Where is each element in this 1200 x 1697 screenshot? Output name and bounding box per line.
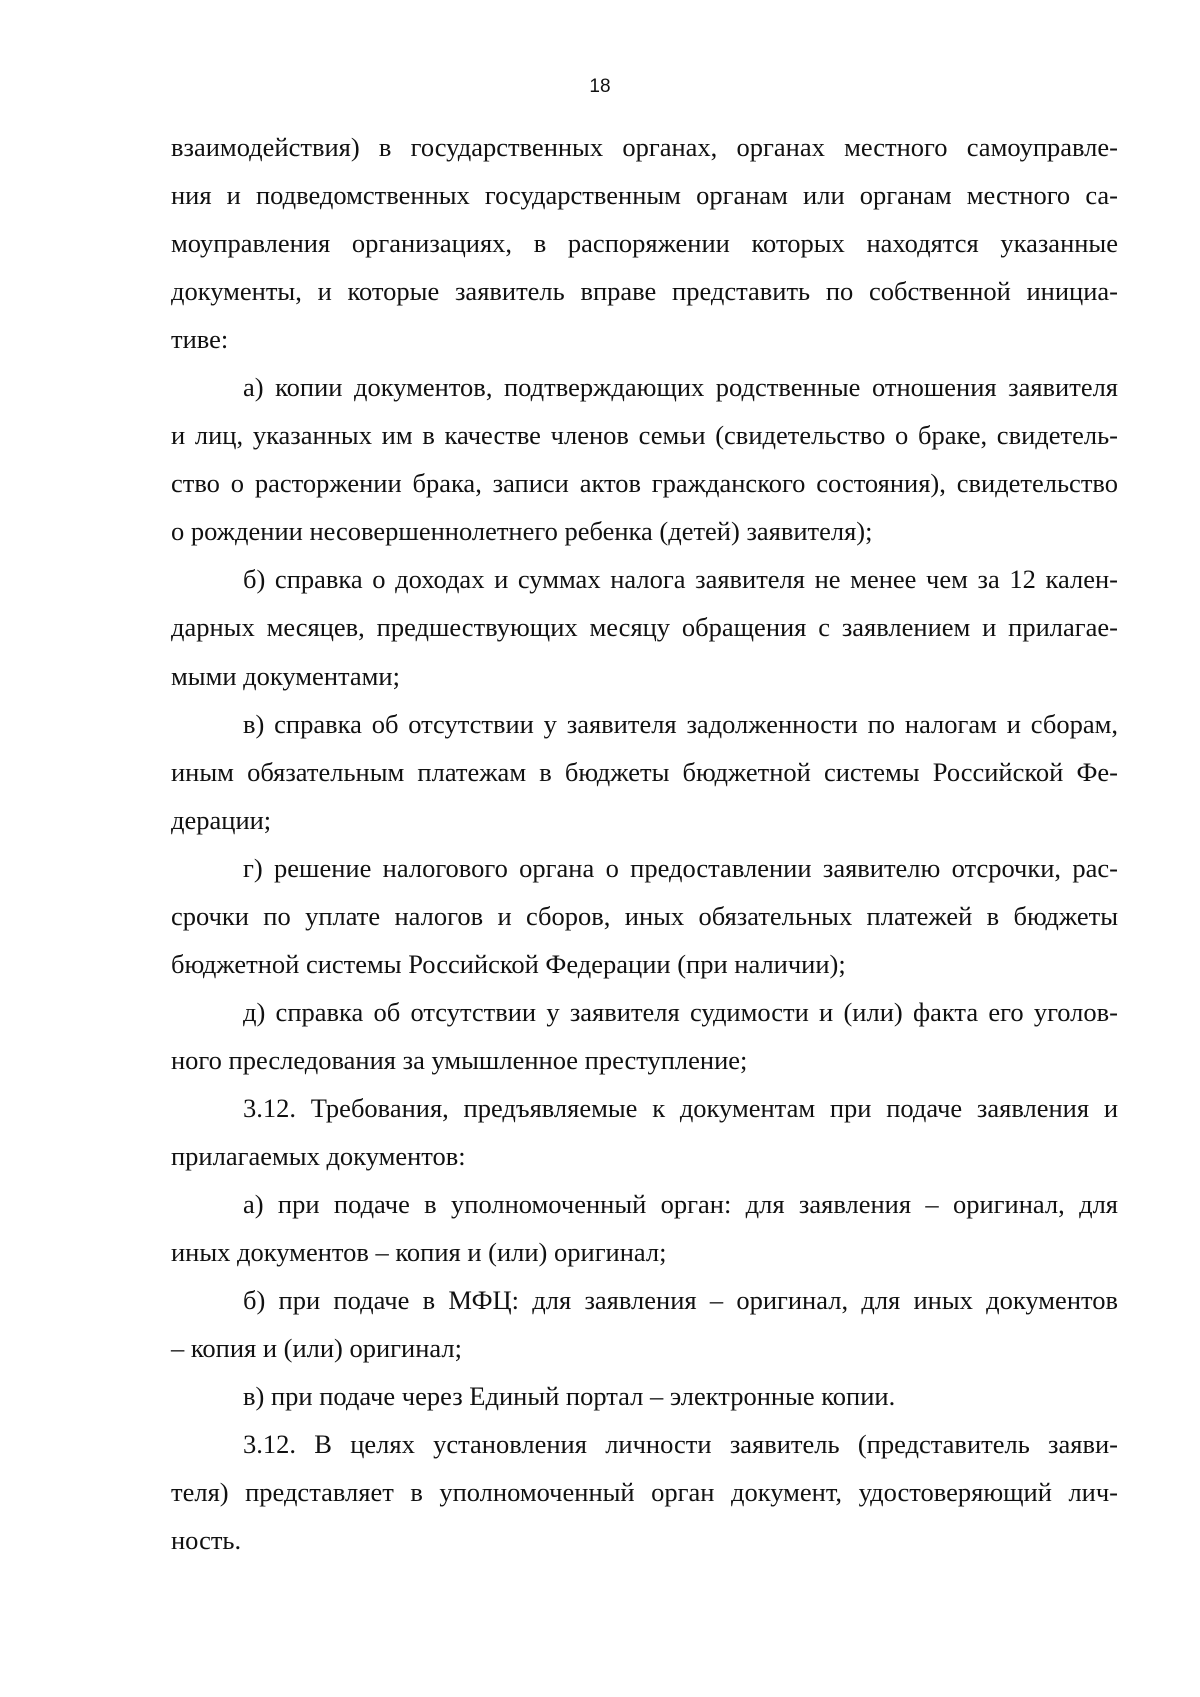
text-line: мыми документами; [171, 660, 400, 691]
text-line: взаимодействия) в государственных органах, органах местного самоуправле- [171, 132, 1118, 162]
text-line: документы, и которые заявитель вправе представить по собственной инициа- [171, 276, 1118, 307]
text-line: дерации; [171, 804, 272, 835]
text-line: дарных месяцев, предшествующих месяцу обращения с заявлением и прилагае- [171, 612, 1118, 643]
text-line: о рождении несовершеннолетнего ребенка (детей) заявителя); [171, 516, 873, 547]
text-line: 3.12. В целях установления личности заявитель (представитель заяви- [243, 1429, 1118, 1460]
text-line: в) справка об отсутствии у заявителя задолженности по налогам и сборам, [243, 708, 1118, 739]
text-line: теля) представляет в уполномоченный орган документ, удостоверяющий лич- [171, 1477, 1118, 1508]
body-text [171, 123, 1118, 1564]
text-line: д) справка об отсутствии у заявителя судимости и (или) факта его уголов- [243, 996, 1118, 1027]
text-line: иных документов – копия и (или) оригинал; [171, 1237, 667, 1268]
text-line: иным обязательным платежам в бюджеты бюджетной системы Российской Фе- [171, 756, 1118, 787]
text-line: ность. [171, 1525, 242, 1556]
text-line: г) решение налогового органа о предоставлении заявителю отсрочки, рас- [243, 852, 1118, 883]
text-line: ния и подведомственных государственным органам или органам местного са- [171, 180, 1118, 211]
text-line: моуправления организациях, в распоряжении которых находятся указанные [171, 228, 1118, 259]
text-line: б) при подаче в МФЦ: для заявления – оригинал, для иных документов [243, 1285, 1118, 1316]
text-line: ного преследования за умышленное преступление; [171, 1044, 748, 1075]
text-line: прилагаемых документов: [171, 1140, 466, 1171]
text-line: срочки по уплате налогов и сборов, иных обязательных платежей в бюджеты [171, 900, 1118, 931]
text-line: в) при подаче через Единый портал – электронные копии. [243, 1381, 896, 1412]
text-line: тиве: [171, 324, 229, 355]
text-line: ство о расторжении брака, записи актов гражданского состояния), свидетельство [171, 468, 1118, 499]
page-number: 18 [589, 76, 611, 97]
text-line: 3.12. Требования, предъявляемые к документам при подаче заявления и [243, 1092, 1118, 1123]
text-line: а) копии документов, подтверждающих родственные отношения заявителя [243, 372, 1118, 403]
text-line: бюджетной системы Российской Федерации (при наличии); [171, 948, 846, 979]
text-line: а) при подаче в уполномоченный орган: для заявления – оригинал, для [243, 1189, 1118, 1220]
text-line: б) справка о доходах и суммах налога заявителя не менее чем за 12 кален- [243, 564, 1118, 595]
text-line: – копия и (или) оригинал; [171, 1333, 462, 1364]
text-line: и лиц, указанных им в качестве членов семьи (свидетельство о браке, свидетель- [171, 420, 1118, 451]
